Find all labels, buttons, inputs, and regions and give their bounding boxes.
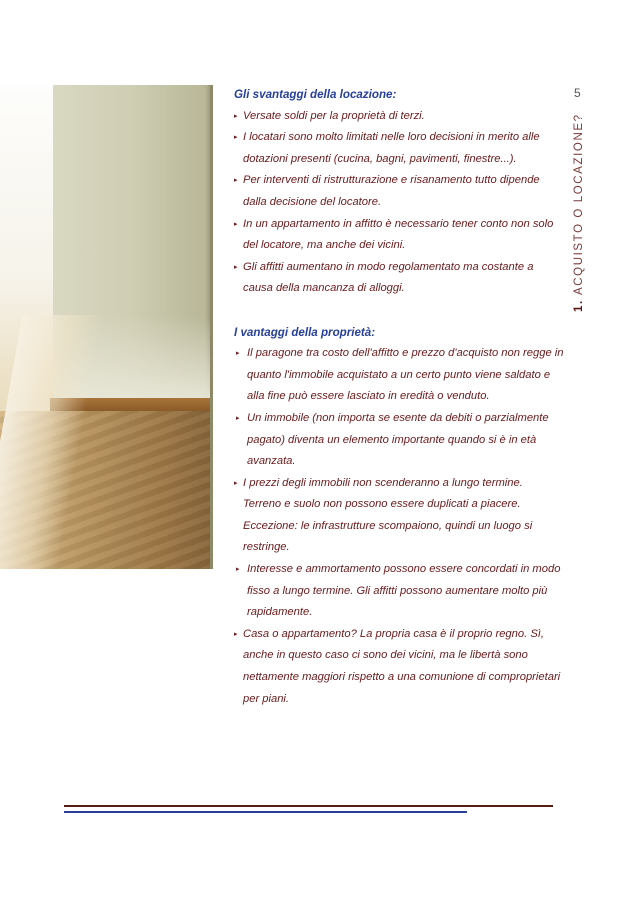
section-heading-disadvantages: Gli svantaggi della locazione: [234,88,397,101]
chapter-title: ACQUISTO O LOCAZIONE? [573,113,585,296]
list-item [234,408,564,473]
list-item-text: I prezzi degli immobili non scenderanno a lungo termine. Terreno e suolo non possono essere duplicati a piacere. Eccezione: le infrastrutture scompaiono, quindi un luogo si restringe. [243,476,533,554]
list-item [234,214,564,257]
footer-rule-red [64,805,553,807]
bullet-icon: ▸ [234,630,238,638]
main-content [234,84,564,710]
bullet-icon: ▸ [234,134,238,142]
list-item [234,624,564,710]
footer-rule-blue [64,811,467,813]
bullet-icon: ▸ [234,220,238,228]
bullet-icon: ▸ [236,414,240,422]
list-item-text: Versate soldi per la proprietà di terzi. [243,109,425,122]
room-photo [0,85,213,569]
list-item [234,559,564,624]
advantages-list [234,343,564,710]
bullet-icon: ▸ [234,177,238,185]
list-item-text: Interesse e ammortamento possono essere concordati in modo fisso a lungo termine. Gli affitti possono aumentare molto più rapidamente. [247,563,561,619]
list-item-text: Casa o appartamento? La propria casa è il proprio regno. Sì, anche in questo caso ci sono dei vicini, ma le libertà sono nettamente maggiori rispetto a una comunione di comproprietari per piani. [243,627,561,705]
disadvantages-list [234,106,564,300]
bullet-icon: ▸ [236,350,240,358]
list-item-text: In un appartamento in affitto è necessario tener conto non solo del locatore, ma anche dei vicini. [243,217,554,252]
list-item-text: Gli affitti aumentano in modo regolamentato ma costante a causa della mancanza di alloggi. [243,260,534,295]
chapter-side-label [573,113,585,312]
list-item-text: Per interventi di ristrutturazione e risanamento tutto dipende dalla decisione del locatore. [243,174,540,208]
list-item [234,343,564,408]
list-item [234,106,564,128]
section-heading-advantages: I vantaggi della proprietà: [234,325,376,339]
photo-edge [210,85,213,569]
page-number: 5 [574,86,581,100]
bullet-icon: ▸ [234,479,238,487]
bullet-icon: ▸ [234,263,238,271]
list-item [234,170,564,213]
bullet-icon: ▸ [234,112,238,120]
list-item [234,127,564,170]
bullet-icon: ▸ [236,566,240,574]
list-item [234,473,564,559]
list-item-text: Il paragone tra costo dell'affitto e prezzo d'acquisto non regge in quanto l'immobile acquistato a un certo punto viene saldato e alla fine può essere lasciato in eredità o venduto. [247,347,564,403]
list-item-text: I locatari sono molto limitati nelle loro decisioni in merito alle dotazioni presenti (cucina, bagni, pavimenti, finestre...). [243,131,540,165]
chapter-number: 1. [573,299,585,312]
list-item [234,257,564,300]
list-item-text: Un immobile (non importa se esente da debiti o parzialmente pagato) diventa un elemento importante quando si è in età avanzata. [247,411,549,468]
